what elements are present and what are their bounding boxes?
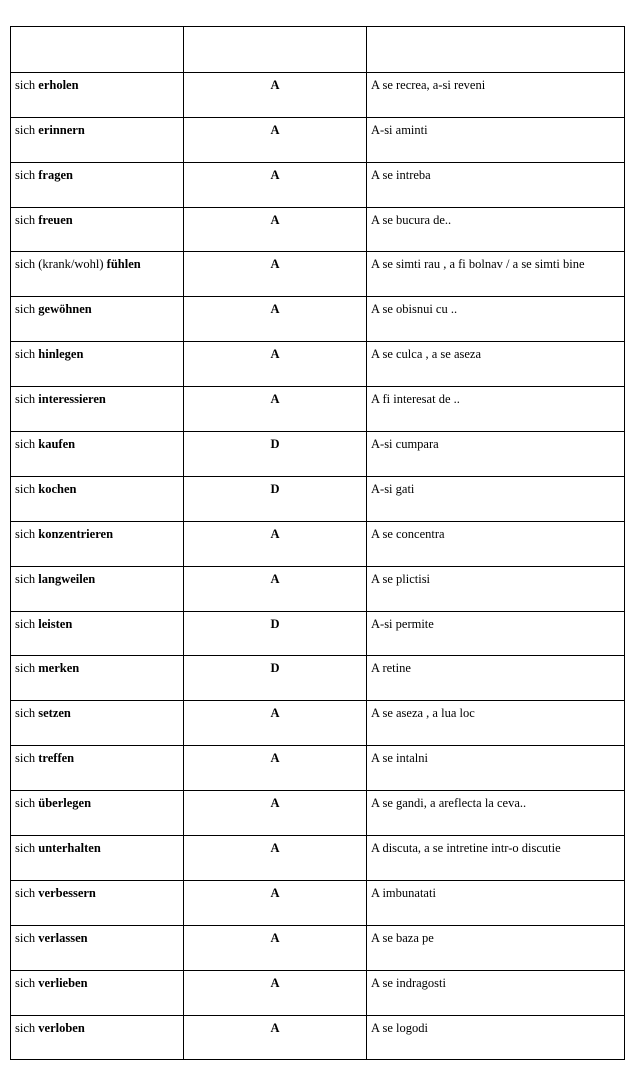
case-value: A — [270, 212, 280, 227]
meaning-cell — [367, 701, 625, 746]
case-value: A — [270, 841, 280, 856]
case-value: A — [270, 796, 280, 811]
verb-infinitive: merken — [38, 661, 80, 676]
case-value: A — [270, 526, 280, 541]
table-row — [11, 701, 625, 746]
verb-cell — [11, 72, 184, 117]
verb-cell — [11, 611, 184, 656]
meaning-cell — [367, 387, 625, 432]
verb-cell — [11, 387, 184, 432]
verb-prefix: sich — [15, 481, 36, 496]
case-cell — [184, 432, 367, 477]
meaning-text: A fi interesat de .. — [371, 392, 460, 407]
meaning-cell — [367, 1015, 625, 1060]
meaning-cell — [367, 791, 625, 836]
meaning-cell — [367, 521, 625, 566]
case-cell — [184, 207, 367, 252]
meaning-text: A se intreba — [371, 167, 431, 182]
meaning-cell — [367, 746, 625, 791]
verb-infinitive: konzentrieren — [38, 526, 114, 541]
verb-prefix: sich — [15, 796, 36, 811]
case-cell — [184, 746, 367, 791]
verb-cell — [11, 880, 184, 925]
case-value: A — [270, 930, 280, 945]
meaning-cell — [367, 117, 625, 162]
case-value: D — [270, 481, 280, 496]
meaning-cell — [367, 297, 625, 342]
verb-prefix: sich — [15, 77, 36, 92]
verb-cell — [11, 432, 184, 477]
table-row — [11, 297, 625, 342]
table-row — [11, 207, 625, 252]
verb-prefix: sich — [15, 616, 36, 631]
verb-infinitive: verloben — [38, 1020, 85, 1035]
case-cell — [184, 836, 367, 881]
verb-cell — [11, 252, 184, 297]
verb-cell — [11, 566, 184, 611]
verb-prefix: sich — [15, 661, 36, 676]
table-row — [11, 117, 625, 162]
verb-prefix: sich — [15, 526, 36, 541]
case-cell — [184, 476, 367, 521]
meaning-cell — [367, 162, 625, 207]
verb-text — [11, 522, 183, 542]
verb-prefix: sich — [15, 885, 36, 900]
meaning-text: A se gandi, a areflecta la ceva.. — [371, 796, 527, 811]
verb-prefix: sich — [15, 841, 36, 856]
meaning-text: A se plictisi — [371, 571, 431, 586]
meaning-text: A discuta, a se intretine intr-o discutie — [371, 841, 561, 856]
verb-text — [11, 342, 183, 362]
verb-cell — [11, 207, 184, 252]
verb-prefix: sich — [15, 751, 36, 766]
case-cell — [184, 1015, 367, 1060]
case-value: A — [270, 1020, 280, 1035]
table-row — [11, 566, 625, 611]
case-cell — [184, 72, 367, 117]
case-value: A — [270, 167, 280, 182]
case-cell — [184, 297, 367, 342]
verb-cell — [11, 117, 184, 162]
verb-infinitive: hinlegen — [38, 347, 84, 362]
verb-prefix: sich — [15, 122, 36, 137]
verb-text — [11, 656, 183, 676]
meaning-cell — [367, 880, 625, 925]
meaning-text: A se culca , a se aseza — [371, 347, 482, 362]
table-row — [11, 387, 625, 432]
verb-text — [11, 208, 183, 228]
meaning-cell — [367, 252, 625, 297]
verb-infinitive: kochen — [38, 481, 77, 496]
verb-prefix: sich — [15, 571, 36, 586]
table-row — [11, 162, 625, 207]
meaning-text: A se baza pe — [371, 930, 434, 945]
table-row — [11, 611, 625, 656]
meaning-cell — [367, 72, 625, 117]
header-cell-verb — [11, 27, 184, 73]
table-row — [11, 476, 625, 521]
meaning-text: A se obisnui cu .. — [371, 302, 458, 317]
meaning-cell — [367, 656, 625, 701]
case-cell — [184, 925, 367, 970]
meaning-text: A se concentra — [371, 526, 445, 541]
case-value: D — [270, 616, 280, 631]
verb-infinitive: erholen — [38, 77, 79, 92]
meaning-cell — [367, 207, 625, 252]
verb-text — [11, 118, 183, 138]
verb-text — [11, 163, 183, 183]
case-value: A — [270, 706, 280, 721]
header-cell-meaning — [367, 27, 625, 73]
case-cell — [184, 342, 367, 387]
meaning-cell — [367, 566, 625, 611]
table-body — [11, 27, 625, 1060]
case-value: D — [270, 661, 280, 676]
case-value: A — [270, 257, 280, 272]
meaning-text: A-si permite — [371, 616, 434, 631]
verb-prefix: sich — [15, 212, 36, 227]
verb-cell — [11, 656, 184, 701]
meaning-text: A-si gati — [371, 481, 415, 496]
verb-infinitive: kaufen — [38, 437, 76, 452]
meaning-cell — [367, 432, 625, 477]
verb-text — [11, 477, 183, 497]
case-cell — [184, 387, 367, 432]
verb-text — [11, 612, 183, 632]
verb-text — [11, 73, 183, 93]
verb-cell — [11, 836, 184, 881]
meaning-text: A se indragosti — [371, 975, 446, 990]
meaning-text: A se aseza , a lua loc — [371, 706, 475, 721]
verb-infinitive: gewöhnen — [38, 302, 92, 317]
meaning-cell — [367, 342, 625, 387]
verb-text — [11, 701, 183, 721]
verb-text — [11, 971, 183, 991]
verb-text — [11, 926, 183, 946]
case-cell — [184, 970, 367, 1015]
verb-infinitive: überlegen — [38, 796, 92, 811]
verb-cell — [11, 701, 184, 746]
meaning-text: A retine — [371, 661, 411, 676]
case-value: A — [270, 302, 280, 317]
case-value: D — [270, 437, 280, 452]
meaning-cell — [367, 925, 625, 970]
verb-prefix: sich (krank/wohl) — [15, 257, 104, 272]
table-row — [11, 880, 625, 925]
case-cell — [184, 701, 367, 746]
verb-infinitive: verlassen — [38, 930, 88, 945]
verb-text — [11, 297, 183, 317]
verb-prefix: sich — [15, 930, 36, 945]
table-row — [11, 432, 625, 477]
verb-prefix: sich — [15, 167, 36, 182]
verb-prefix: sich — [15, 437, 36, 452]
case-cell — [184, 252, 367, 297]
meaning-text: A se bucura de.. — [371, 212, 452, 227]
verb-infinitive: fühlen — [106, 257, 141, 272]
case-cell — [184, 656, 367, 701]
case-cell — [184, 791, 367, 836]
verb-infinitive: interessieren — [38, 392, 106, 407]
verb-cell — [11, 342, 184, 387]
verb-infinitive: freuen — [38, 212, 73, 227]
verb-cell — [11, 1015, 184, 1060]
meaning-text: A se recrea, a-si reveni — [371, 77, 486, 92]
meaning-cell — [367, 611, 625, 656]
verb-infinitive: verlieben — [38, 975, 88, 990]
verb-text — [11, 387, 183, 407]
verb-infinitive: fragen — [38, 167, 73, 182]
meaning-text: A-si cumpara — [371, 437, 439, 452]
verb-prefix: sich — [15, 302, 36, 317]
verb-infinitive: setzen — [38, 706, 71, 721]
case-value: A — [270, 885, 280, 900]
meaning-text: A-si aminti — [371, 122, 428, 137]
verb-text — [11, 881, 183, 901]
verb-cell — [11, 521, 184, 566]
verb-infinitive: langweilen — [38, 571, 96, 586]
verb-text — [11, 746, 183, 766]
reflexive-verbs-table — [10, 26, 625, 1060]
verb-cell — [11, 476, 184, 521]
verb-cell — [11, 970, 184, 1015]
case-cell — [184, 117, 367, 162]
meaning-text: A se simti rau , a fi bolnav / a se simti bine — [371, 257, 585, 272]
verb-prefix: sich — [15, 347, 36, 362]
verb-prefix: sich — [15, 392, 36, 407]
verb-text — [11, 432, 183, 452]
header-cell-case — [184, 27, 367, 73]
verb-infinitive: erinnern — [38, 122, 85, 137]
table-row — [11, 836, 625, 881]
meaning-text: A se intalni — [371, 751, 428, 766]
verb-prefix: sich — [15, 1020, 36, 1035]
meaning-text: A imbunatati — [371, 885, 436, 900]
verb-cell — [11, 162, 184, 207]
verb-cell — [11, 925, 184, 970]
verb-infinitive: leisten — [38, 616, 73, 631]
case-cell — [184, 566, 367, 611]
verb-infinitive: unterhalten — [38, 841, 101, 856]
meaning-cell — [367, 836, 625, 881]
verb-text — [11, 567, 183, 587]
table-row — [11, 342, 625, 387]
table-row — [11, 521, 625, 566]
verb-prefix: sich — [15, 706, 36, 721]
case-value: A — [270, 751, 280, 766]
case-cell — [184, 521, 367, 566]
table-row — [11, 656, 625, 701]
case-cell — [184, 880, 367, 925]
verb-cell — [11, 297, 184, 342]
case-value: A — [270, 347, 280, 362]
table-row — [11, 252, 625, 297]
table-row — [11, 746, 625, 791]
verb-infinitive: treffen — [38, 751, 75, 766]
table-row — [11, 72, 625, 117]
case-cell — [184, 162, 367, 207]
meaning-cell — [367, 476, 625, 521]
case-value: A — [270, 77, 280, 92]
header-row — [11, 27, 625, 73]
verb-prefix: sich — [15, 975, 36, 990]
verb-text — [11, 836, 183, 856]
table-row — [11, 1015, 625, 1060]
case-value: A — [270, 975, 280, 990]
meaning-text: A se logodi — [371, 1020, 428, 1035]
case-value: A — [270, 392, 280, 407]
verb-infinitive: verbessern — [38, 885, 96, 900]
table-row — [11, 970, 625, 1015]
verb-text — [11, 252, 183, 272]
case-value: A — [270, 571, 280, 586]
verb-text — [11, 791, 183, 811]
table-row — [11, 791, 625, 836]
meaning-cell — [367, 970, 625, 1015]
case-value: A — [270, 122, 280, 137]
verb-cell — [11, 746, 184, 791]
case-cell — [184, 611, 367, 656]
table-row — [11, 925, 625, 970]
verb-cell — [11, 791, 184, 836]
verb-text — [11, 1016, 183, 1036]
